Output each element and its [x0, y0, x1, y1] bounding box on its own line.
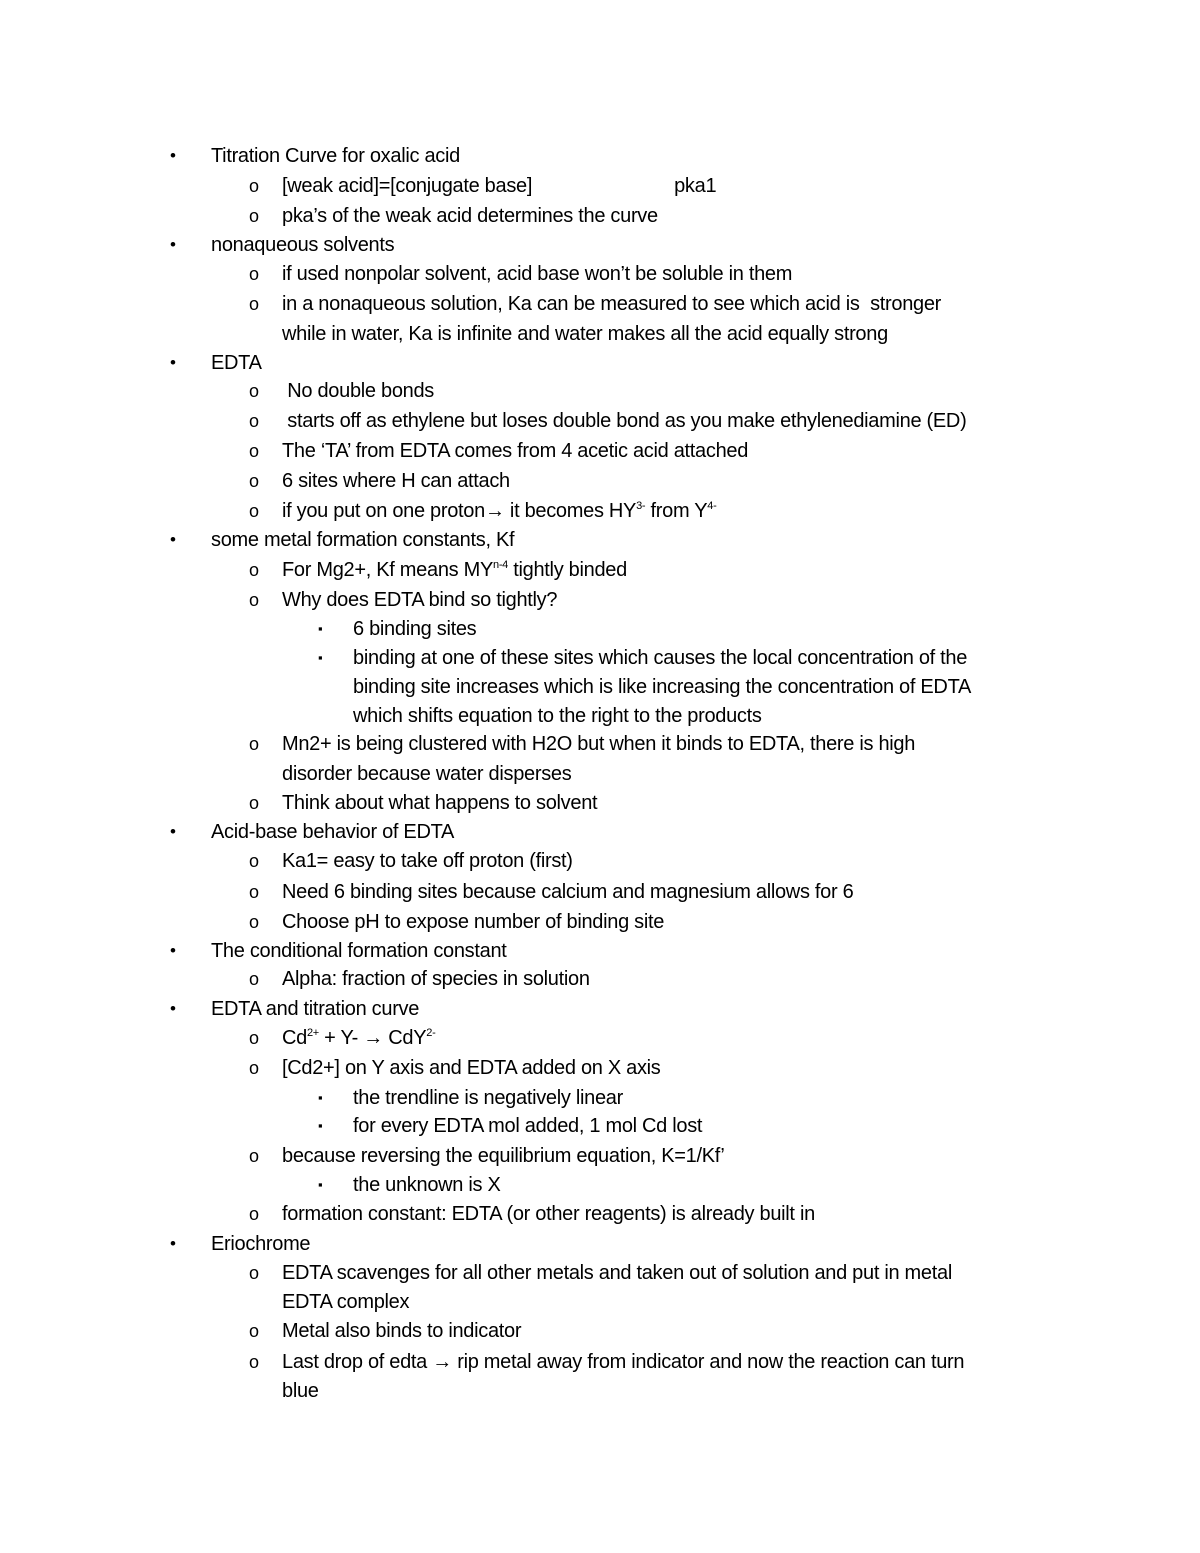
- item-text: for every EDTA mol added, 1 mol Cd lost: [353, 1115, 703, 1137]
- item-text: if used nonpolar solvent, acid base won’t be soluble in them: [282, 263, 793, 285]
- circle-marker: o: [249, 590, 259, 610]
- circle-marker: o: [249, 501, 259, 521]
- bullet-marker: •: [170, 941, 176, 960]
- item-text: Mn2+ is being clustered with H2O but when it binds to EDTA, there is high: [282, 733, 916, 755]
- circle-marker: o: [249, 206, 259, 226]
- item-text: 6 sites where H can attach: [282, 470, 510, 492]
- circle-marker: o: [249, 1321, 259, 1341]
- arrow-icon: →: [432, 1351, 452, 1373]
- item-text-part: + Y-: [318, 1027, 364, 1049]
- circle-marker: o: [249, 734, 259, 754]
- bullet-marker: •: [170, 999, 176, 1018]
- item-text: The conditional formation constant: [211, 940, 507, 962]
- item-text: [282, 555, 627, 585]
- item-text: Think about what happens to solvent: [282, 792, 598, 814]
- item-text: EDTA and titration curve: [211, 998, 420, 1020]
- bullet-marker: •: [170, 822, 176, 841]
- item-text: [Cd2+] on Y axis and EDTA added on X axis: [282, 1057, 661, 1079]
- bullet-marker: •: [170, 353, 176, 372]
- item-text: binding site increases which is like increasing the concentration of EDTA: [353, 676, 972, 698]
- item-text: [282, 1347, 964, 1377]
- circle-marker: o: [249, 176, 259, 196]
- circle-marker: o: [249, 1028, 259, 1048]
- square-marker: ▪: [318, 1090, 323, 1105]
- circle-marker: o: [249, 294, 259, 314]
- item-text: EDTA: [211, 352, 262, 374]
- circle-marker: o: [249, 912, 259, 932]
- bullet-marker: •: [170, 1234, 176, 1253]
- item-text: because reversing the equilibrium equation, K=1/Kf’: [282, 1145, 725, 1167]
- item-text-part: [weak acid]=[conjugate base]: [282, 175, 533, 197]
- item-text: [282, 171, 716, 201]
- circle-marker: o: [249, 560, 259, 580]
- item-text: 6 binding sites: [353, 618, 477, 640]
- item-text: starts off as ethylene but loses double bond as you make ethylenediamine (ED): [282, 410, 967, 432]
- circle-marker: o: [249, 1204, 259, 1224]
- item-text: formation constant: EDTA (or other reagents) is already built in: [282, 1203, 815, 1225]
- circle-marker: o: [249, 264, 259, 284]
- item-text: Need 6 binding sites because calcium and magnesium allows for 6: [282, 881, 854, 903]
- bullet-marker: •: [170, 530, 176, 549]
- item-text: Titration Curve for oxalic acid: [211, 145, 460, 167]
- item-text-part: pka1: [674, 175, 717, 197]
- item-text: binding at one of these sites which causes the local concentration of the: [353, 647, 968, 669]
- item-text: in a nonaqueous solution, Ka can be measured to see which acid is stronger: [282, 293, 942, 315]
- item-text: No double bonds: [282, 380, 434, 402]
- arrow-icon: →: [363, 1027, 383, 1049]
- square-marker: ▪: [318, 621, 323, 636]
- circle-marker: o: [249, 1352, 259, 1372]
- charge-superscript: 2+: [306, 1027, 319, 1039]
- item-text: Metal also binds to indicator: [282, 1320, 522, 1342]
- arrow-icon: →: [484, 500, 505, 522]
- item-text: EDTA scavenges for all other metals and taken out of solution and put in metal: [282, 1262, 952, 1284]
- bullet-marker: •: [170, 146, 176, 165]
- item-text: the unknown is X: [353, 1174, 501, 1196]
- item-text-part: from Y: [645, 500, 708, 522]
- square-marker: ▪: [318, 1118, 323, 1133]
- item-text-part: tightly binded: [508, 559, 627, 581]
- bullet-marker: •: [170, 235, 176, 254]
- circle-marker: o: [249, 793, 259, 813]
- charge-superscript: 4-: [707, 500, 717, 512]
- item-text: which shifts equation to the right to the products: [353, 705, 762, 727]
- circle-marker: o: [249, 969, 259, 989]
- item-text: Alpha: fraction of species in solution: [282, 968, 590, 990]
- item-text: some metal formation constants, Kf: [211, 529, 515, 551]
- item-text: disorder because water disperses: [282, 763, 572, 785]
- item-text: the trendline is negatively linear: [353, 1087, 623, 1109]
- circle-marker: o: [249, 381, 259, 401]
- item-text-part: For Mg2+, Kf means MY: [282, 559, 493, 581]
- circle-marker: o: [249, 1058, 259, 1078]
- item-text: Why does EDTA bind so tightly?: [282, 589, 558, 611]
- item-text: [282, 496, 716, 526]
- item-text: Eriochrome: [211, 1233, 311, 1255]
- item-text: Choose pH to expose number of binding site: [282, 911, 665, 933]
- item-text-part: it becomes HY: [504, 500, 637, 522]
- circle-marker: o: [249, 411, 259, 431]
- circle-marker: o: [249, 882, 259, 902]
- item-text-part: CdY: [382, 1027, 427, 1049]
- circle-marker: o: [249, 1263, 259, 1283]
- item-text-part: rip metal away from indicator and now the reaction can turn: [451, 1351, 965, 1373]
- circle-marker: o: [249, 471, 259, 491]
- item-text: nonaqueous solvents: [211, 234, 395, 256]
- item-text: while in water, Ka is infinite and water makes all the acid equally strong: [282, 323, 888, 345]
- charge-superscript: 3-: [636, 500, 646, 512]
- circle-marker: o: [249, 1146, 259, 1166]
- item-text-part: Last drop of edta: [282, 1351, 433, 1373]
- item-text: blue: [282, 1380, 319, 1402]
- item-text-part: Cd: [282, 1027, 307, 1049]
- circle-marker: o: [249, 851, 259, 871]
- circle-marker: o: [249, 441, 259, 461]
- square-marker: ▪: [318, 1177, 323, 1192]
- charge-superscript: 2-: [426, 1027, 436, 1039]
- item-text: The ‘TA’ from EDTA comes from 4 acetic acid attached: [282, 440, 749, 462]
- item-text: Ka1= easy to take off proton (first): [282, 850, 573, 872]
- square-marker: ▪: [318, 650, 323, 665]
- item-text: Acid-base behavior of EDTA: [211, 821, 455, 843]
- item-text: [282, 1023, 435, 1053]
- item-text: pka’s of the weak acid determines the curve: [282, 205, 658, 227]
- charge-superscript: n-4: [493, 559, 508, 571]
- item-text: EDTA complex: [282, 1291, 410, 1313]
- item-text-part: if you put on one proton: [282, 500, 485, 522]
